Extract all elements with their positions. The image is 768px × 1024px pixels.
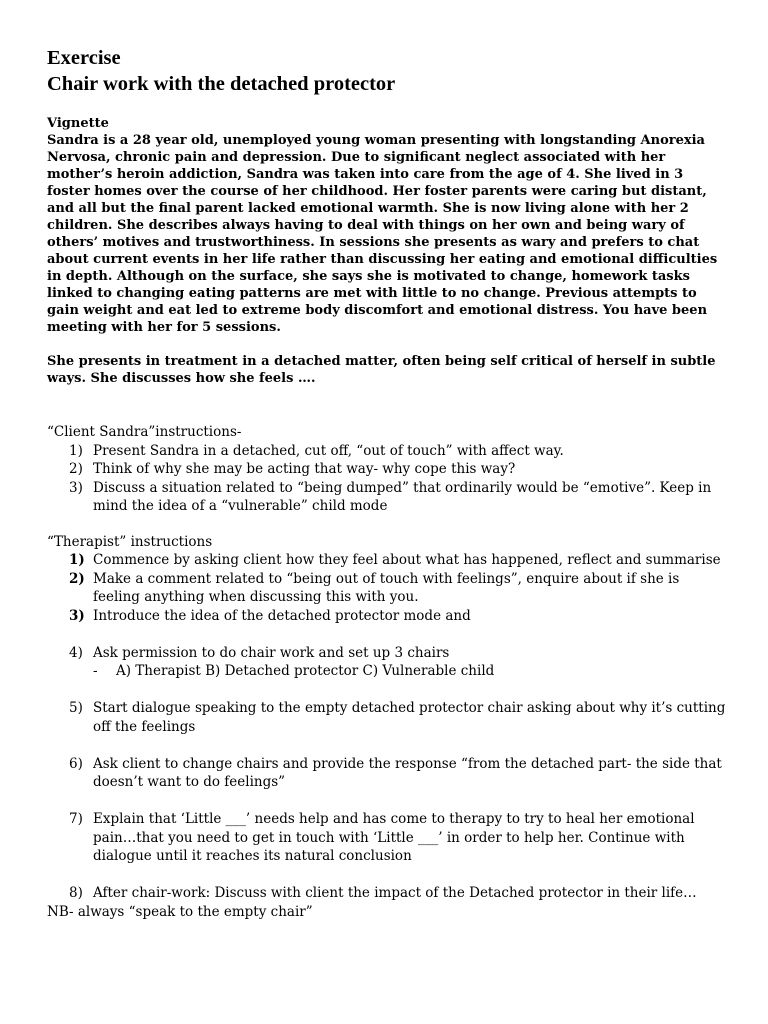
list-item: 8) After chair-work: Discuss with client the impact of the Detached protector in their life… xyxy=(69,885,697,901)
vignette-paragraph-2: She presents in treatment in a detached matter, often being self critical of herself in subtle ways. She discusses how she feels …. xyxy=(47,354,716,386)
exercise-subtitle: Chair work with the detached protector xyxy=(47,73,396,95)
list-item: 2) Make a comment related to “being out of touch with feelings”, enquire about if she is feeling anything when discussing this with you. xyxy=(69,570,680,605)
vignette-paragraph: Sandra is a 28 year old, unemployed young woman presenting with longstanding Anorexia Nervosa, chronic pain and depression. Due to significant neglect associated with her mother’s heroin addiction, Sandra was taken into care from the age of 4. She lived in 3 foster homes over the course of her childhood. Her foster parents were caring but distant, and all but the final parent lacked emotional warmth. She is now living alone with her 2 children. She describes always having to deal with things on her own and being wary of others’ motives and trustworthiness. In sessions she presents as wary and prefers to chat about current events in her life rather than discussing her eating and emotional difficulties in depth. Although on the surface, she says she is motivated to change, homework tasks linked to changing eating patterns are met with little to no change. Previous attempts to gain weight and eat led to extreme body discomfort and emotional distress. You have been meeting with her for 5 sessions. xyxy=(47,133,718,335)
vignette-label: Vignette xyxy=(47,116,109,131)
chair-setup-subitem: - A) Therapist B) Detached protector C) Vulnerable child xyxy=(93,663,495,679)
client-instructions-list xyxy=(47,442,727,516)
list-item: 7) Explain that ‘Little ___’ needs help and has come to therapy to try to heal her emotional pain…that you need to get in touch with ‘Little ___’ in order to help her. Continue with dialogue until it reaches its natural conclusion xyxy=(69,811,695,864)
list-item: 4) Ask permission to do chair work and set up 3 chairs xyxy=(69,644,450,661)
exercise-title: Exercise xyxy=(47,47,121,69)
list-item: 3) Introduce the idea of the detached protector mode and xyxy=(69,607,471,624)
list-item: 1) Commence by asking client how they feel about what has happened, reflect and summarise xyxy=(69,552,721,568)
document-page xyxy=(47,45,727,921)
therapist-instructions-heading: “Therapist” instructions xyxy=(47,533,213,550)
nb-note: NB- always “speak to the empty chair” xyxy=(47,903,313,920)
list-item: 5) Start dialogue speaking to the empty detached protector chair asking about why it’s cutting off the feelings xyxy=(69,700,726,735)
client-instructions-heading: “Client Sandra”instructions- xyxy=(47,424,242,440)
list-item: 3) Discuss a situation related to “being dumped” that ordinarily would be “emotive”. Keep in mind the idea of a “vulnerable” child mode xyxy=(69,479,712,514)
list-item: 6) Ask client to change chairs and provide the response “from the detached part- the side that doesn’t want to do feelings” xyxy=(69,755,722,790)
therapist-instructions-list xyxy=(47,551,727,662)
list-item: 1) Present Sandra in a detached, cut off, “out of touch” with affect way. xyxy=(69,442,564,459)
list-item: 2) Think of why she may be acting that way- why cope this way? xyxy=(69,461,516,477)
therapist-instructions-list-cont xyxy=(47,699,727,903)
